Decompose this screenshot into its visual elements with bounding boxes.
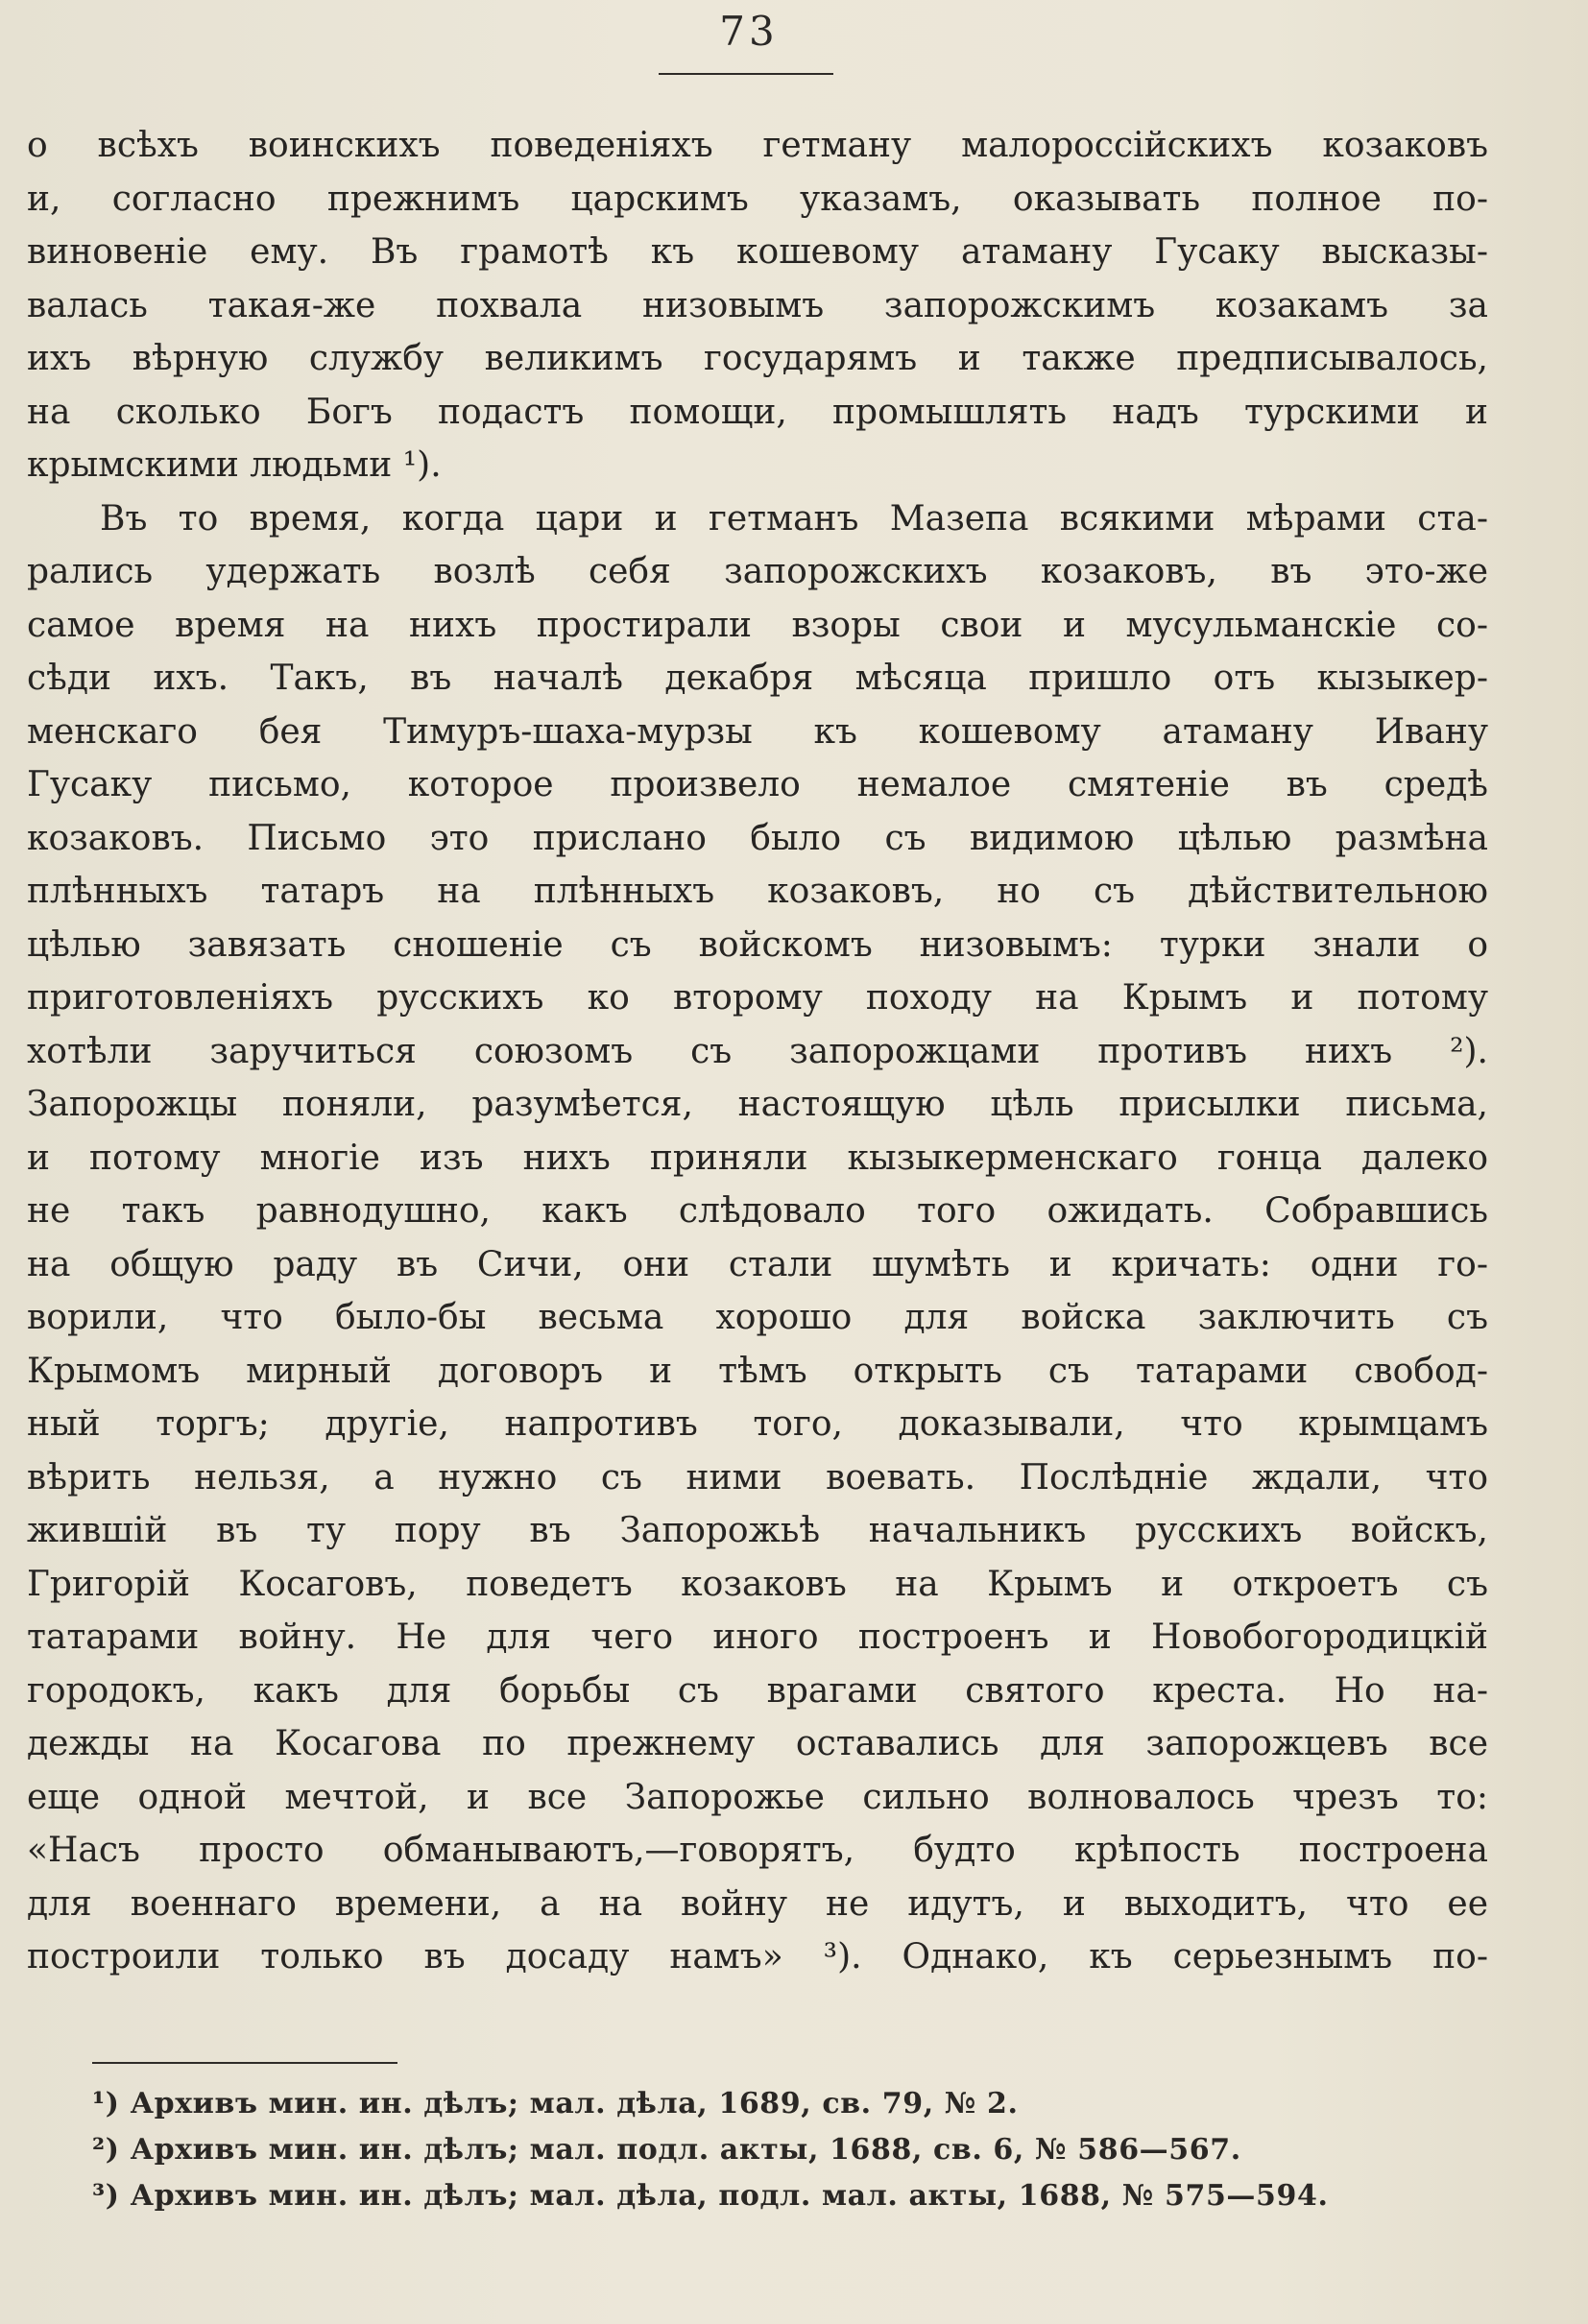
text-line: не такъ равнодушно, какъ слѣдовало того ожидать. Собравшись — [27, 1191, 1488, 1231]
text-line: на сколько Богъ подастъ помощи, промышлять надъ турскими и — [27, 392, 1488, 432]
text-line: на общую раду въ Сичи, они стали шумѣть и кричать: одни го- — [27, 1244, 1488, 1284]
text-line: валась такая-же похвала низовымъ запорожскимъ козакамъ за — [27, 285, 1488, 325]
text-line: дежды на Косагова по прежнему оставались для запорожцевъ все — [27, 1724, 1488, 1763]
text-line: хотѣли заручиться союзомъ съ запорожцами противъ нихъ ²). — [27, 1031, 1488, 1071]
body-text — [27, 119, 1488, 1984]
text-line: Гусаку письмо, которое произвело немалое смятеніе въ средѣ — [27, 765, 1488, 804]
text-line: еще одной мечтой, и все Запорожье сильно волновалось чрезъ то: — [27, 1777, 1488, 1817]
text-line: приготовленіяхъ русскихъ ко второму походу на Крымъ и потому — [27, 978, 1488, 1018]
paragraph-2 — [27, 492, 1488, 1984]
footnotes — [92, 2081, 1494, 2219]
text-line: и, согласно прежнимъ царскимъ указамъ, оказывать полное по- — [27, 179, 1488, 219]
paragraph-1 — [27, 119, 1488, 492]
page-number: 73 — [719, 8, 779, 55]
footnote-rule — [92, 2062, 397, 2064]
text-line: самое время на нихъ простирали взоры свои и мусульманскіе со- — [27, 605, 1488, 645]
text-line: для военнаго времени, а на войну не идутъ, и выходитъ, что ее — [27, 1883, 1488, 1924]
text-line: жившій въ ту пору въ Запорожьѣ начальникъ русскихъ войскъ, — [27, 1511, 1488, 1550]
text-line: крымскими людьми ¹). — [27, 445, 442, 485]
text-line: сѣди ихъ. Такъ, въ началѣ декабря мѣсяца пришло отъ кызыкер- — [27, 659, 1488, 698]
text-line: построили только въ досаду намъ» ³). Однако, къ серьезнымъ по- — [27, 1937, 1488, 1977]
text-line: ихъ вѣрную службу великимъ государямъ и также предписывалось, — [27, 339, 1488, 378]
text-line: о всѣхъ воинскихъ поведеніяхъ гетману малороссійскихъ козаковъ — [27, 126, 1488, 165]
text-line: вѣрить нельзя, а нужно съ ними воевать. Послѣдніе ждали, что — [27, 1457, 1488, 1497]
text-line: козаковъ. Письмо это прислано было съ видимою цѣлью размѣна — [27, 818, 1488, 858]
footnote-3: ³) Архивъ мин. ин. дѣлъ; мал. дѣла, подл. мал. акты, 1688, № 575—594. — [92, 2179, 1329, 2213]
text-line: цѣлью завязать сношеніе съ войскомъ низовымъ: турки знали о — [27, 924, 1488, 965]
text-line: ворили, что было-бы весьма хорошо для войска заключить съ — [27, 1298, 1488, 1337]
footnote-1: ¹) Архивъ мин. ин. дѣлъ; мал. дѣла, 1689, св. 79, № 2. — [92, 2087, 1019, 2120]
text-line: менскаго бея Тимуръ-шаха-мурзы къ кошевому атаману Ивану — [27, 711, 1488, 752]
text-line: городокъ, какъ для борьбы съ врагами святого креста. Но на- — [27, 1670, 1488, 1711]
text-line: «Насъ просто обманываютъ,—говорятъ, будто крѣпость построена — [27, 1831, 1488, 1870]
text-line: рались удержать возлѣ себя запорожскихъ козаковъ, въ это-же — [27, 552, 1488, 591]
text-line: татарами войну. Не для чего иного построенъ и Новобогородицкій — [27, 1617, 1488, 1657]
header-rule — [659, 73, 833, 75]
text-line: Крымомъ мирный договоръ и тѣмъ открыть съ татарами свобод- — [27, 1351, 1488, 1391]
text-line: Запорожцы поняли, разумѣется, настоящую цѣль присылки письма, — [27, 1085, 1488, 1124]
text-line: Въ то время, когда цари и гетманъ Мазепа всякими мѣрами ста- — [100, 498, 1488, 539]
text-line: Григорій Косаговъ, поведетъ козаковъ на Крымъ и откроетъ съ — [27, 1564, 1488, 1604]
text-line: ный торгъ; другіе, напротивъ того, доказывали, что крымцамъ — [27, 1404, 1488, 1444]
text-line: виновеніе ему. Въ грамотѣ къ кошевому атаману Гусаку высказы- — [27, 232, 1488, 272]
text-line: и потому многіе изъ нихъ приняли кызыкерменскаго гонца далеко — [27, 1138, 1488, 1178]
footnote-2: ²) Архивъ мин. ин. дѣлъ; мал. подл. акты, 1688, св. 6, № 586—567. — [92, 2133, 1241, 2167]
text-line: плѣнныхъ татаръ на плѣнныхъ козаковъ, но съ дѣйствительною — [27, 872, 1488, 911]
